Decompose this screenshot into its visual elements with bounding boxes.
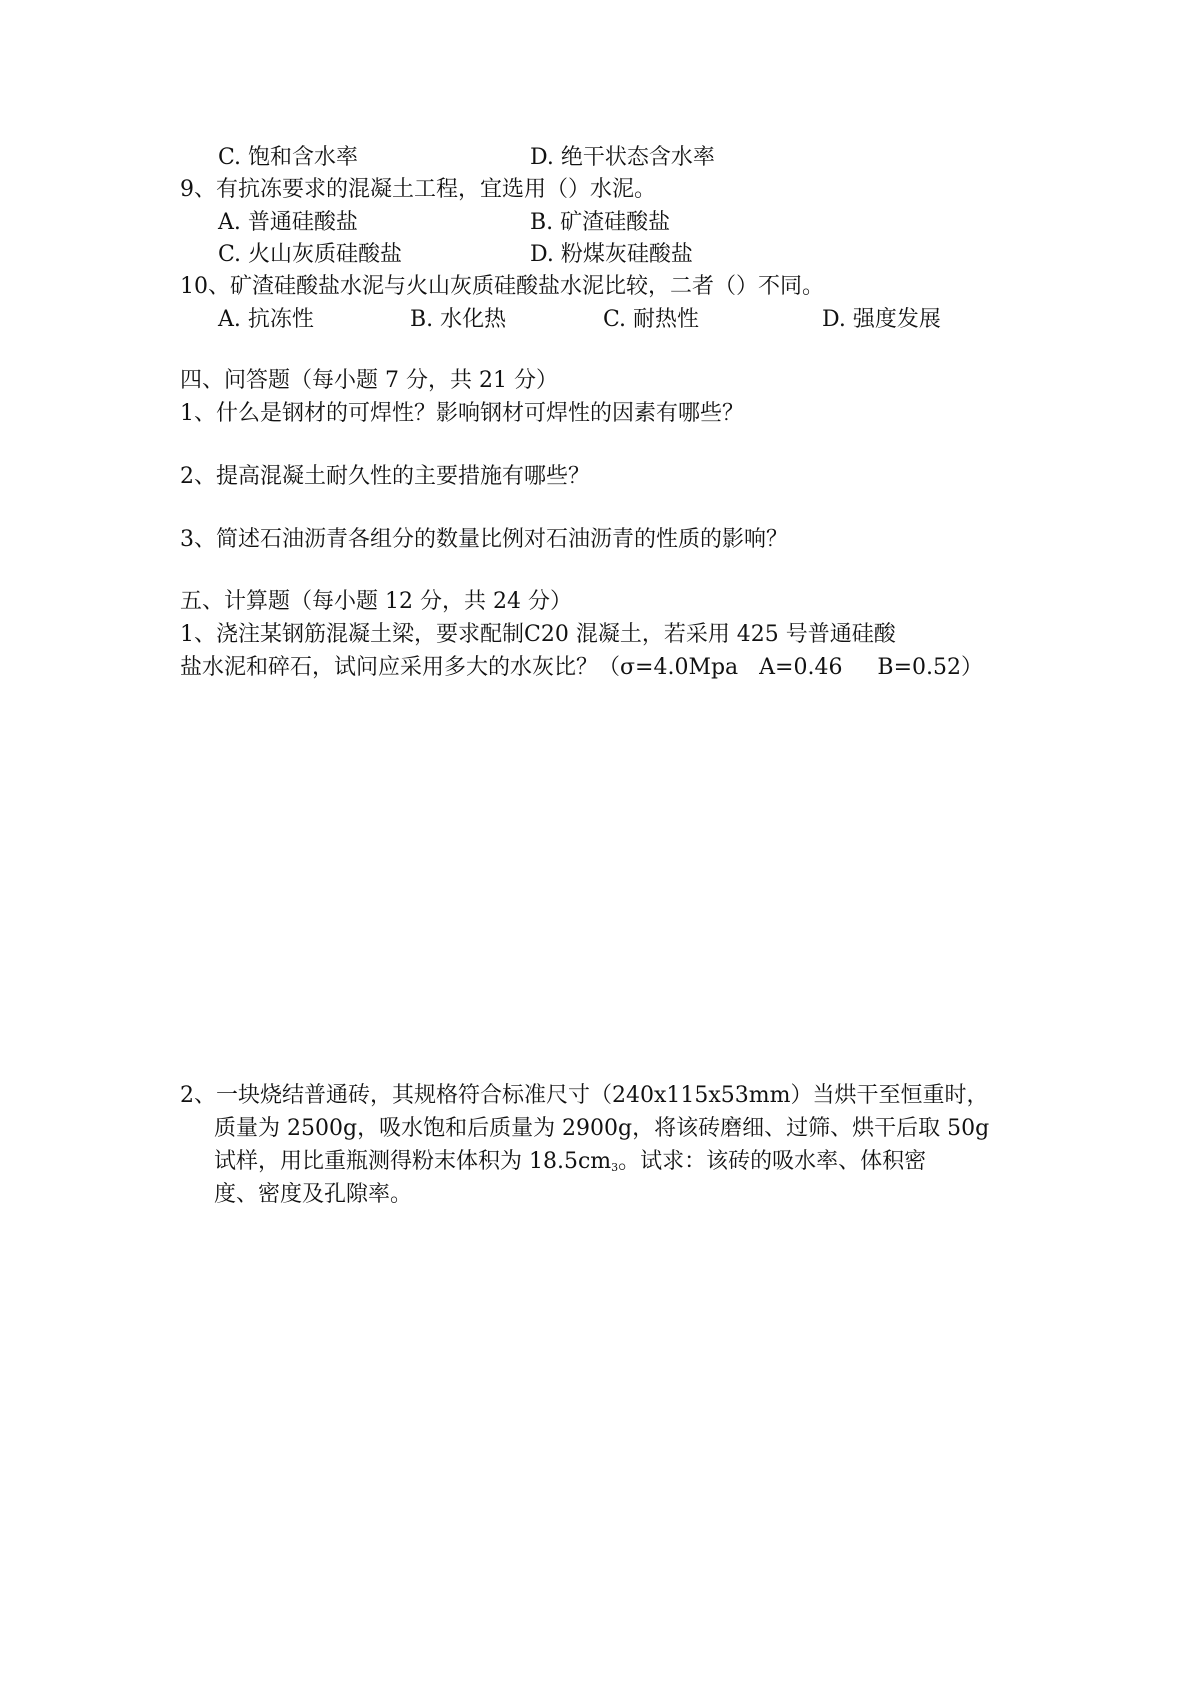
q9-option-b: B. 矿渣硅酸盐 (530, 210, 671, 235)
section4-q1: 1、什么是钢材的可焊性？影响钢材可焊性的因素有哪些？ (180, 401, 744, 426)
q9-option-a: A. 普通硅酸盐 (218, 210, 358, 235)
q10-option-a: A. 抗冻性 (218, 307, 314, 332)
section5-q2-line3-text-end: 。试求：该砖的吸水率、体积密 (618, 1149, 927, 1174)
section4-q3: 3、简述石油沥青各组分的数量比例对石油沥青的性质的影响？ (180, 527, 788, 552)
q9-option-d: D. 粉煤灰硅酸盐 (530, 242, 693, 267)
section5-q2-line3-text: 试样，用比重瓶测得粉末体积为 18.5cm (214, 1149, 612, 1174)
q10-option-b: B. 水化热 (410, 307, 507, 332)
q10-option-c: C. 耐热性 (603, 307, 700, 332)
q9-option-c: C. 火山灰质硅酸盐 (218, 242, 403, 267)
cubic-superscript: 3 (611, 1161, 619, 1174)
q9-stem: 9、有抗冻要求的混凝土工程，宜选用（）水泥。 (180, 177, 656, 202)
section4-q2: 2、提高混凝土耐久性的主要措施有哪些？ (180, 464, 590, 489)
q10-option-d: D. 强度发展 (822, 307, 941, 332)
q8-option-d: D. 绝干状态含水率 (530, 145, 715, 170)
section5-heading: 五、计算题（每小题 12 分，共 24 分） (180, 589, 572, 614)
section5-q1-line1: 1、浇注某钢筋混凝土梁，要求配制C20 混凝土，若采用 425 号普通硅酸 (180, 622, 896, 647)
section4-heading: 四、问答题（每小题 7 分，共 21 分） (180, 368, 558, 393)
q8-option-c: C. 饱和含水率 (218, 145, 359, 170)
section5-q2-line4: 度、密度及孔隙率。 (214, 1182, 413, 1207)
section5-q1-line2: 盐水泥和碎石，试问应采用多大的水灰比？（σ=4.0Mpa A=0.46 B=0.52） (180, 655, 984, 680)
section5-q2-line3 (214, 1147, 926, 1177)
section5-q2-line2: 质量为 2500g，吸水饱和后质量为 2900g，将该砖磨细、过筛、烘干后取 50g (214, 1116, 990, 1141)
section5-q2-line1: 2、一块烧结普通砖，其规格符合标准尺寸（240x115x53mm）当烘干至恒重时， (180, 1083, 989, 1108)
q10-stem: 10、矿渣硅酸盐水泥与火山灰质硅酸盐水泥比较，二者（）不同。 (180, 274, 824, 299)
